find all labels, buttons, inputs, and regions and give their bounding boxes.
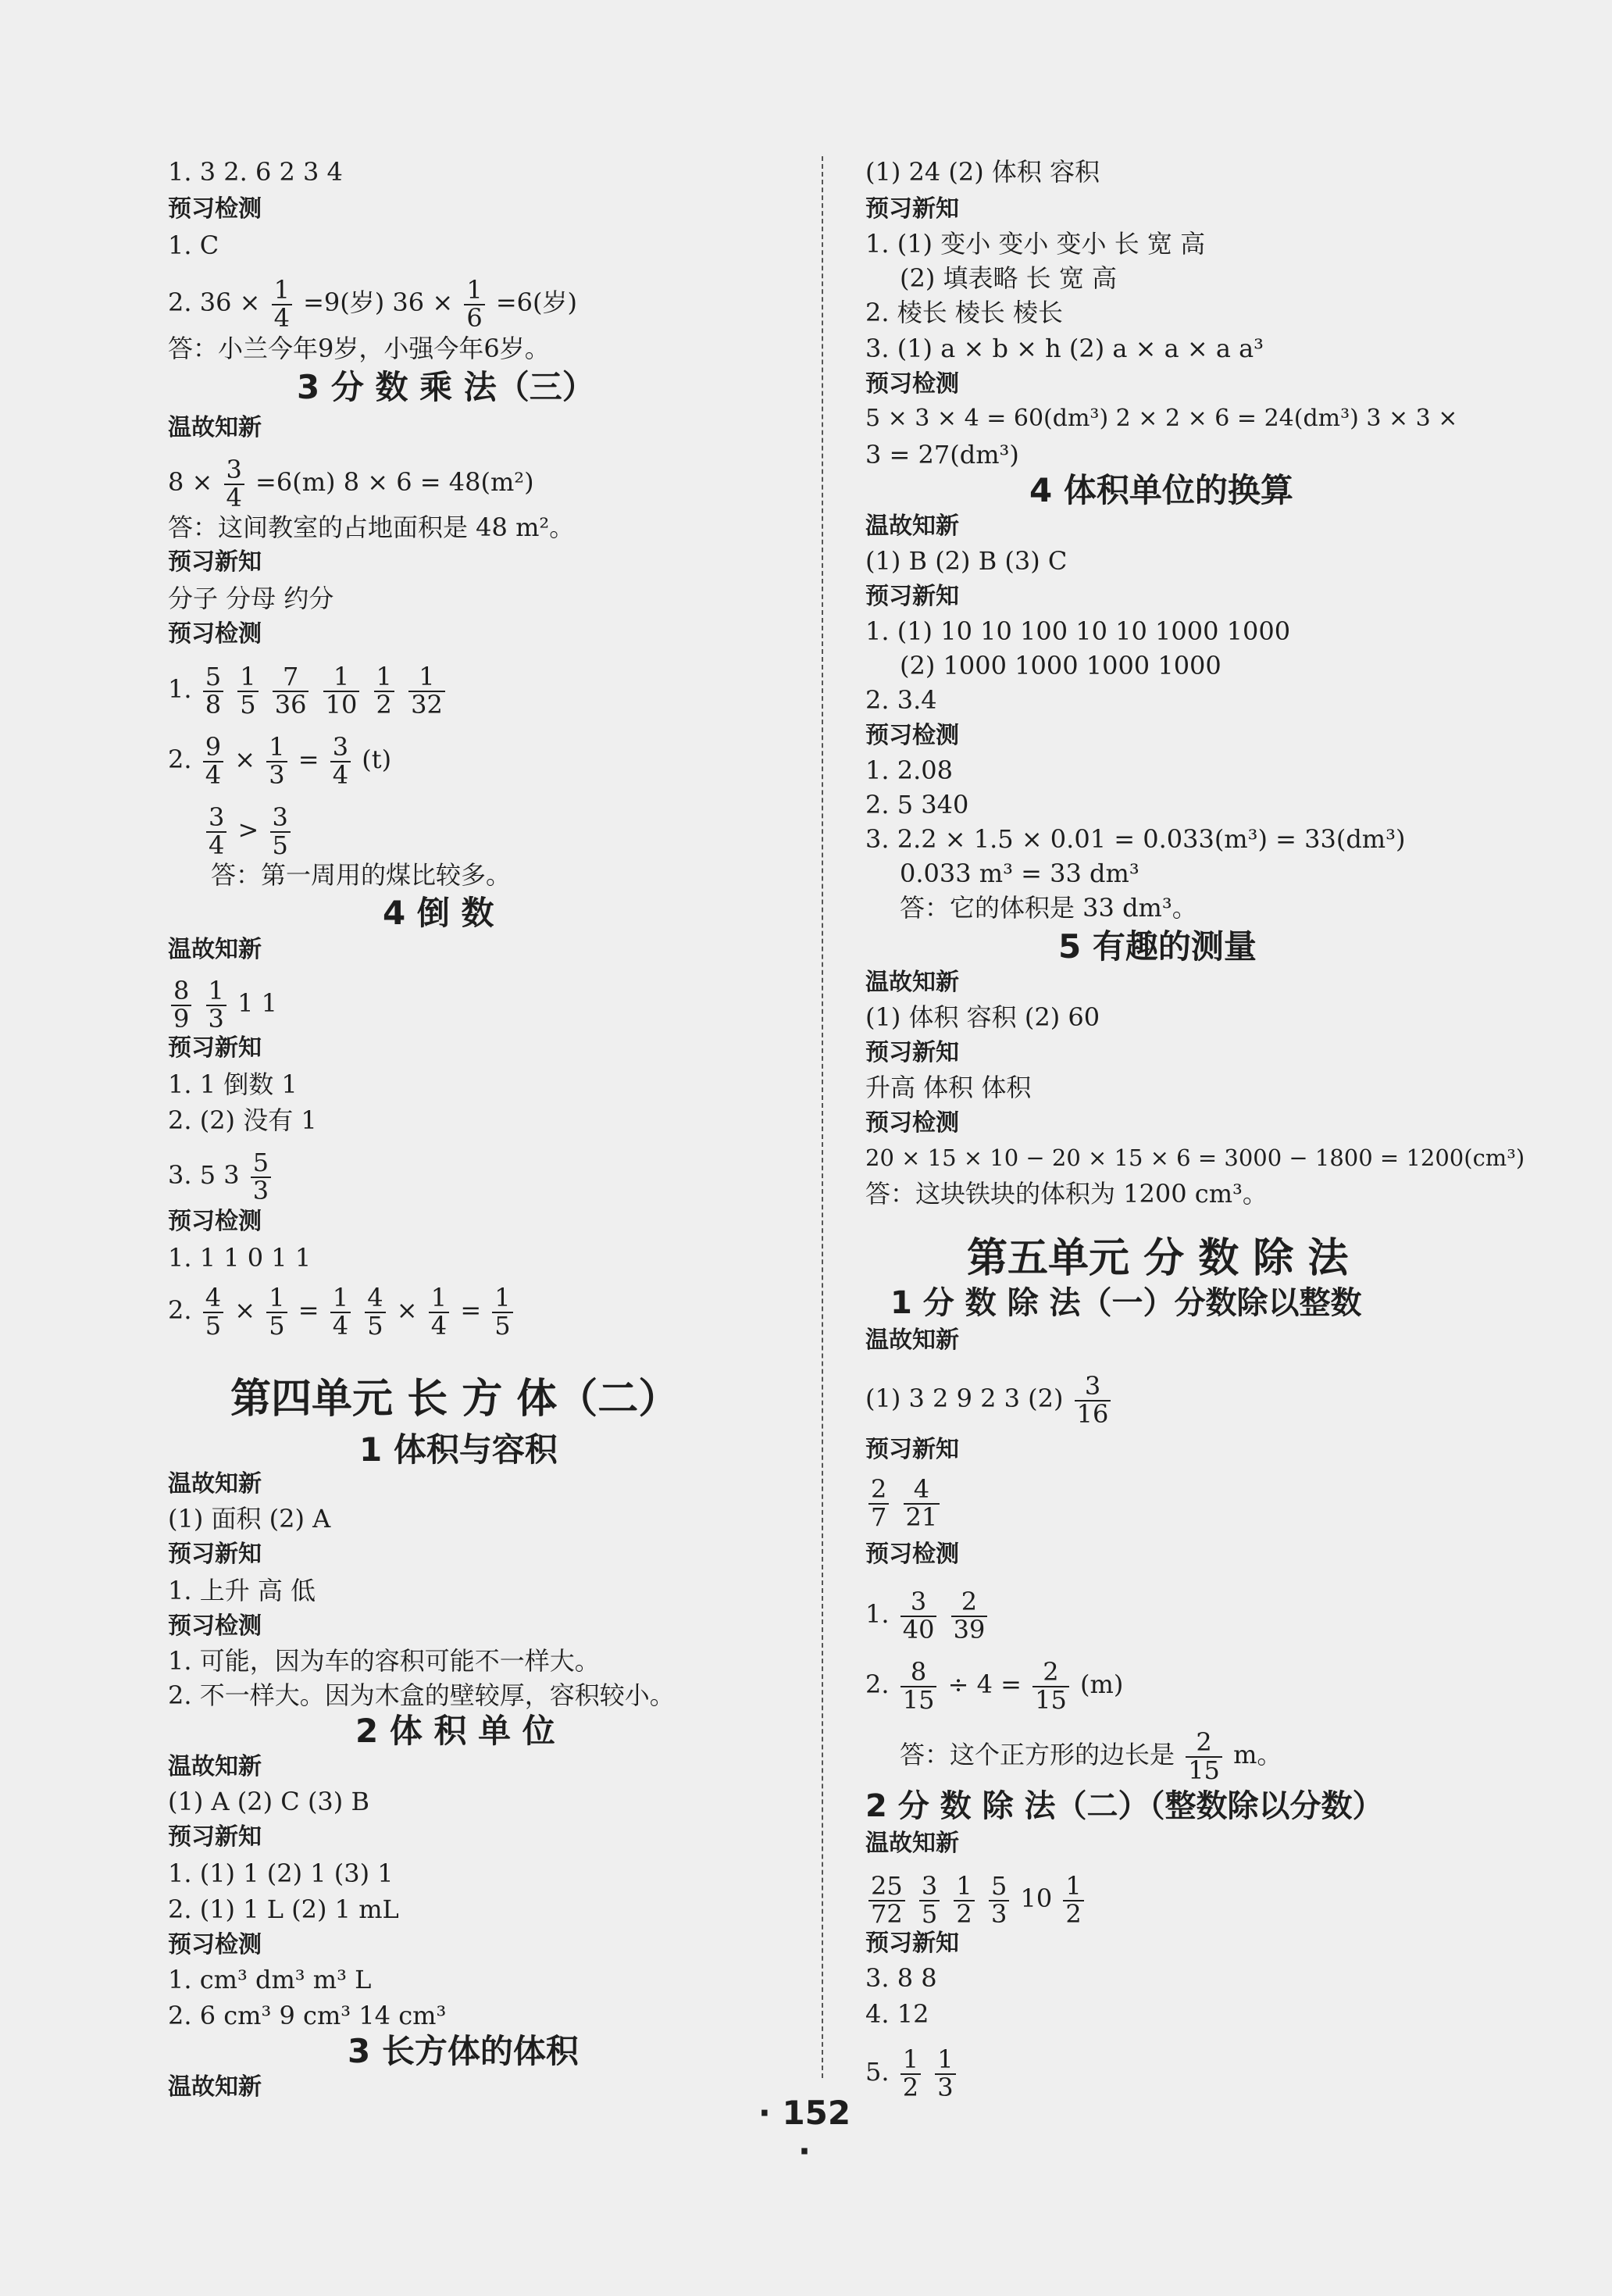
denominator: 4 xyxy=(332,1310,349,1341)
fraction xyxy=(237,664,258,718)
text: 2. xyxy=(168,745,192,775)
denominator: 4 xyxy=(332,759,349,790)
section-label: 预习新知 xyxy=(168,1034,262,1062)
answer-line: 1. (1) 变小 变小 变小 长 宽 高 xyxy=(865,229,1206,259)
section-label: 预习新知 xyxy=(865,1436,959,1463)
denominator: 4 xyxy=(273,302,290,333)
denominator: 5 xyxy=(269,1310,285,1341)
lesson-heading xyxy=(383,893,494,934)
section-label: 预习检测 xyxy=(168,1612,262,1640)
text: 8 × xyxy=(168,467,213,498)
text: =9(岁) 36 × xyxy=(303,287,454,318)
text: 3. 5 3 xyxy=(168,1160,240,1191)
answer-line: 答：第一周用的煤比较多。 xyxy=(211,860,512,890)
text: 2. 36 × xyxy=(168,287,261,318)
answer-line: 答：这块铁块的体积为 1200 cm³。 xyxy=(865,1179,1268,1209)
fraction xyxy=(904,1474,940,1532)
answer-line: 5 × 3 × 4 = 60(dm³) 2 × 2 × 6 = 24(dm³) 3 × 3 × xyxy=(865,405,1458,432)
text: > xyxy=(237,815,259,845)
section-label: 预习检测 xyxy=(168,1931,262,1959)
fraction xyxy=(1186,1727,1222,1785)
fraction xyxy=(935,2044,955,2102)
answer-line: 2. 3.4 xyxy=(865,685,937,715)
section-label: 温故知新 xyxy=(168,1470,262,1498)
fraction xyxy=(203,734,223,788)
numerator: 3 xyxy=(206,805,226,833)
fraction xyxy=(266,734,287,788)
fraction xyxy=(989,1873,1009,1927)
text: 1. xyxy=(865,1599,890,1630)
answer-line: 3. (1) a × b × h (2) a × a × a a³ xyxy=(865,334,1264,363)
denominator: 7 xyxy=(871,1502,887,1532)
denominator: 16 xyxy=(1076,1398,1109,1429)
numerator: 3 xyxy=(919,1873,940,1901)
section-label: 温故知新 xyxy=(168,936,262,963)
numerator: 1 xyxy=(330,1285,351,1313)
text: 答：这个正方形的边长是 xyxy=(900,1740,1175,1770)
denominator: 3 xyxy=(208,1003,224,1034)
numerator: 25 xyxy=(868,1873,905,1901)
lesson-heading: 3 长方体的体积 xyxy=(348,2032,579,2070)
section-label: 温故知新 xyxy=(168,1753,262,1780)
column-divider xyxy=(822,156,823,2078)
denominator: 5 xyxy=(367,1310,383,1341)
answer-line: 1. 2.08 xyxy=(865,755,953,785)
answer-line xyxy=(900,1727,1282,1785)
answer-line: 3 = 27(dm³) xyxy=(865,440,1019,470)
numerator: 1 xyxy=(272,277,292,305)
lesson-heading: 1 体积与容积 xyxy=(359,1430,558,1469)
denominator: 4 xyxy=(226,482,242,512)
text: 1 1 xyxy=(237,988,277,1019)
numerator: 4 xyxy=(203,1285,223,1313)
unit-heading: 第四单元 长 方 体（二） xyxy=(230,1375,679,1423)
fraction xyxy=(171,978,191,1032)
numerator: 2 xyxy=(951,1589,988,1617)
lesson-heading xyxy=(297,367,595,408)
denominator: 36 xyxy=(274,689,307,720)
section-label: 预习新知 xyxy=(168,548,262,576)
section-label: 预习新知 xyxy=(168,1541,262,1568)
answer-line: 1. C xyxy=(168,230,219,260)
fraction xyxy=(203,1285,223,1339)
denominator: 8 xyxy=(205,689,222,720)
answer-line: 20 × 15 × 10 − 20 × 15 × 6 = 3000 − 1800 = 1200(cm³) xyxy=(865,1144,1525,1171)
numerator: 1 xyxy=(266,734,287,762)
denominator: 2 xyxy=(376,689,392,720)
fraction xyxy=(408,664,445,718)
section-label: 预习新知 xyxy=(865,583,959,610)
answer-line: 1. (1) 10 10 100 10 10 1000 1000 xyxy=(865,616,1291,646)
numerator: 1 xyxy=(901,2047,921,2075)
answer-line: 2. 棱长 棱长 棱长 xyxy=(865,298,1064,327)
fraction xyxy=(901,1659,937,1713)
section-label: 温故知新 xyxy=(865,1830,959,1857)
fraction xyxy=(330,1285,351,1339)
denominator: 2 xyxy=(902,2072,919,2102)
answer-line xyxy=(168,277,577,331)
numerator: 7 xyxy=(273,664,309,692)
numerator: 4 xyxy=(365,1285,385,1313)
denominator: 3 xyxy=(269,759,285,790)
section-label: 预习检测 xyxy=(168,195,262,223)
answer-line: 1. 1 1 0 1 1 xyxy=(168,1243,312,1273)
section-label: 温故知新 xyxy=(168,414,262,441)
section-label: 温故知新 xyxy=(865,1327,959,1354)
denominator: 5 xyxy=(921,1898,938,1929)
denominator: 4 xyxy=(209,830,225,860)
fraction xyxy=(206,978,226,1032)
denominator: 4 xyxy=(430,1310,448,1341)
text: 1. xyxy=(168,674,192,705)
numerator: 1 xyxy=(206,978,226,1006)
denominator: 3 xyxy=(990,1898,1008,1929)
text: (1) 3 2 9 2 3 (2) xyxy=(865,1384,1064,1414)
fraction xyxy=(365,1285,385,1339)
answer-line xyxy=(865,1373,1114,1427)
text: × xyxy=(234,1295,256,1326)
numerator: 1 xyxy=(266,1285,287,1313)
denominator: 15 xyxy=(1035,1684,1067,1715)
answer-line: 答：这间教室的占地面积是 48 m²。 xyxy=(168,512,575,542)
numerator: 3 xyxy=(224,457,244,485)
numerator: 3 xyxy=(330,734,351,762)
answer-line xyxy=(865,1659,1123,1713)
denominator: 15 xyxy=(1188,1755,1220,1785)
text: =6(岁) xyxy=(495,287,577,318)
text: × xyxy=(234,745,256,775)
denominator: 40 xyxy=(902,1614,935,1644)
answer-line: 1. (1) 1 (2) 1 (3) 1 xyxy=(168,1859,394,1888)
answer-line: 1. 上升 高 低 xyxy=(168,1576,316,1605)
fraction xyxy=(374,664,394,718)
answer-line: 1. cm³ dm³ m³ L xyxy=(168,1965,372,1994)
section-label: 温故知新 xyxy=(865,512,959,540)
page-number: · 152 · xyxy=(758,2094,851,2170)
heading-text: 3 分 数 乘 法（三） xyxy=(297,368,595,406)
fraction xyxy=(251,1150,271,1204)
denominator: 32 xyxy=(411,689,443,720)
answer-line xyxy=(865,1873,1087,1927)
numerator: 1 xyxy=(237,664,258,692)
fraction xyxy=(868,1873,905,1927)
text: 2. xyxy=(168,1295,192,1326)
text: 10 xyxy=(1020,1884,1053,1914)
answer-line xyxy=(168,664,448,718)
section-label: 预习检测 xyxy=(168,1208,262,1235)
section-label: 预习新知 xyxy=(865,1930,959,1957)
text: = xyxy=(298,1295,319,1326)
answer-line: 2. 6 cm³ 9 cm³ 14 cm³ xyxy=(168,2001,447,2030)
answer-line: (1) B (2) B (3) C xyxy=(865,546,1068,576)
answer-line: 升高 体积 体积 xyxy=(865,1073,1032,1102)
numerator: 8 xyxy=(901,1659,937,1687)
fraction xyxy=(323,664,360,718)
answer-line xyxy=(168,1285,516,1339)
answer-line: (2) 1000 1000 1000 1000 xyxy=(900,651,1221,680)
numerator: 8 xyxy=(171,978,191,1006)
answer-line: 1. 1 倒数 1 xyxy=(168,1069,298,1099)
denominator: 5 xyxy=(272,830,288,860)
fraction xyxy=(1075,1373,1111,1427)
text: × xyxy=(396,1295,418,1326)
text: (t) xyxy=(362,745,392,775)
denominator: 9 xyxy=(173,1003,190,1034)
fraction xyxy=(919,1873,940,1927)
answer-line: 2. 不一样大。因为木盒的壁较厚，容积较小。 xyxy=(168,1680,675,1710)
section-label: 预习检测 xyxy=(865,1109,959,1137)
fraction xyxy=(266,1285,287,1339)
numerator: 1 xyxy=(935,2047,955,2075)
answer-line xyxy=(865,1474,943,1532)
numerator: 1 xyxy=(429,1285,449,1313)
numerator: 1 xyxy=(464,277,484,305)
numerator: 3 xyxy=(1075,1373,1111,1402)
answer-line: 答：它的体积是 33 dm³。 xyxy=(900,893,1197,923)
numerator: 1 xyxy=(374,664,394,692)
denominator: 2 xyxy=(956,1898,972,1929)
text: = xyxy=(460,1295,482,1326)
text: m。 xyxy=(1233,1740,1282,1770)
denominator: 5 xyxy=(494,1310,511,1341)
section-label: 温故知新 xyxy=(168,2073,262,2101)
fraction xyxy=(272,277,292,331)
denominator: 3 xyxy=(937,2072,954,2102)
fraction xyxy=(1032,1659,1069,1713)
fraction xyxy=(330,734,351,788)
denominator: 21 xyxy=(905,1502,938,1532)
denominator: 4 xyxy=(205,759,222,790)
fraction xyxy=(1063,1873,1083,1927)
numerator: 1 xyxy=(954,1873,974,1901)
answer-line: (1) 体积 容积 (2) 60 xyxy=(865,1002,1100,1032)
lesson-heading: 2 分 数 除 法（二）（整数除以分数） xyxy=(865,1788,1384,1824)
denominator: 6 xyxy=(466,302,483,333)
denominator: 2 xyxy=(1065,1898,1082,1929)
fraction xyxy=(270,802,291,860)
answer-line: 答：小兰今年9岁，小强今年6岁。 xyxy=(168,334,550,363)
section-label: 预习新知 xyxy=(865,1039,959,1066)
answer-line xyxy=(168,1150,274,1204)
section-label: 预习检测 xyxy=(865,722,959,749)
answer-line: 2. 5 340 xyxy=(865,790,969,819)
fraction xyxy=(464,277,484,331)
fraction xyxy=(901,1589,937,1643)
answer-line xyxy=(168,734,391,788)
lesson-heading: 1 分 数 除 法（一）分数除以整数 xyxy=(890,1285,1362,1321)
fraction xyxy=(206,802,226,860)
answer-line: (1) 面积 (2) A xyxy=(168,1504,331,1534)
answer-line xyxy=(865,2044,959,2102)
numerator: 1 xyxy=(492,1285,512,1313)
section-label: 预习检测 xyxy=(865,1541,959,1568)
fraction xyxy=(868,1474,889,1532)
answer-line xyxy=(865,1589,990,1643)
answer-line: 1. 3 2. 6 2 3 4 xyxy=(168,157,343,187)
answer-line: 3. 2.2 × 1.5 × 0.01 = 0.033(m³) = 33(dm³) xyxy=(865,824,1406,854)
answer-line: 3. 8 8 xyxy=(865,1963,937,1993)
numerator: 5 xyxy=(251,1150,271,1178)
numerator: 2 xyxy=(1032,1659,1069,1687)
section-label: 温故知新 xyxy=(865,969,959,996)
unit-heading: 第五单元 分 数 除 法 xyxy=(967,1234,1349,1282)
lesson-heading: 2 体 积 单 位 xyxy=(355,1712,555,1750)
answer-line: (1) A (2) C (3) B xyxy=(168,1787,369,1816)
denominator: 5 xyxy=(205,1310,222,1341)
denominator: 15 xyxy=(902,1684,935,1715)
fraction xyxy=(901,2044,921,2102)
fraction xyxy=(492,1285,512,1339)
numerator: 2 xyxy=(1186,1730,1222,1758)
denominator: 72 xyxy=(871,1898,903,1929)
text: (m) xyxy=(1079,1669,1124,1700)
answer-line: 分子 分母 约分 xyxy=(168,584,334,613)
numerator: 9 xyxy=(203,734,223,762)
text: 5. xyxy=(865,2057,890,2087)
denominator: 3 xyxy=(252,1175,269,1205)
answer-line: 1. 可能，因为车的容积可能不一样大。 xyxy=(168,1646,600,1676)
numerator: 3 xyxy=(901,1589,937,1617)
numerator: 5 xyxy=(203,664,223,692)
text: =6(m) 8 × 6 = 48(m²) xyxy=(255,467,534,498)
numerator: 1 xyxy=(323,664,360,692)
answer-line xyxy=(168,978,277,1032)
section-label: 预习新知 xyxy=(168,1823,262,1851)
lesson-heading: 4 体积单位的换算 xyxy=(1029,471,1293,509)
denominator: 10 xyxy=(325,689,358,720)
fraction xyxy=(429,1285,449,1339)
heading-text: 4 倒 数 xyxy=(383,894,494,932)
numerator: 1 xyxy=(1063,1873,1083,1901)
answer-line: 4. 12 xyxy=(865,1999,929,2029)
denominator: 5 xyxy=(240,689,256,720)
fraction xyxy=(203,664,223,718)
answer-line: 2. (2) 没有 1 xyxy=(168,1105,317,1135)
section-label: 预习检测 xyxy=(865,370,959,398)
fraction xyxy=(273,664,309,718)
lesson-heading: 5 有趣的测量 xyxy=(1058,927,1257,966)
text: ÷ 4 = xyxy=(947,1669,1022,1700)
text: = xyxy=(298,745,319,775)
fraction xyxy=(954,1873,974,1927)
numerator: 4 xyxy=(904,1477,940,1505)
answer-line xyxy=(168,457,534,511)
answer-line xyxy=(203,802,294,860)
answer-line: (1) 24 (2) 体积 容积 xyxy=(865,157,1100,187)
numerator: 1 xyxy=(408,664,445,692)
section-label: 预习检测 xyxy=(168,620,262,648)
answer-line: 0.033 m³ = 33 dm³ xyxy=(900,859,1139,888)
answer-line: 2. (1) 1 L (2) 1 mL xyxy=(168,1894,399,1924)
numerator: 2 xyxy=(868,1477,889,1505)
answer-line: (2) 填表略 长 宽 高 xyxy=(900,263,1118,293)
numerator: 3 xyxy=(270,805,291,833)
text: 2. xyxy=(865,1669,890,1700)
numerator: 5 xyxy=(989,1873,1009,1901)
fraction xyxy=(224,457,244,511)
denominator: 39 xyxy=(953,1614,986,1644)
fraction xyxy=(951,1589,988,1643)
section-label: 预习新知 xyxy=(865,195,959,223)
